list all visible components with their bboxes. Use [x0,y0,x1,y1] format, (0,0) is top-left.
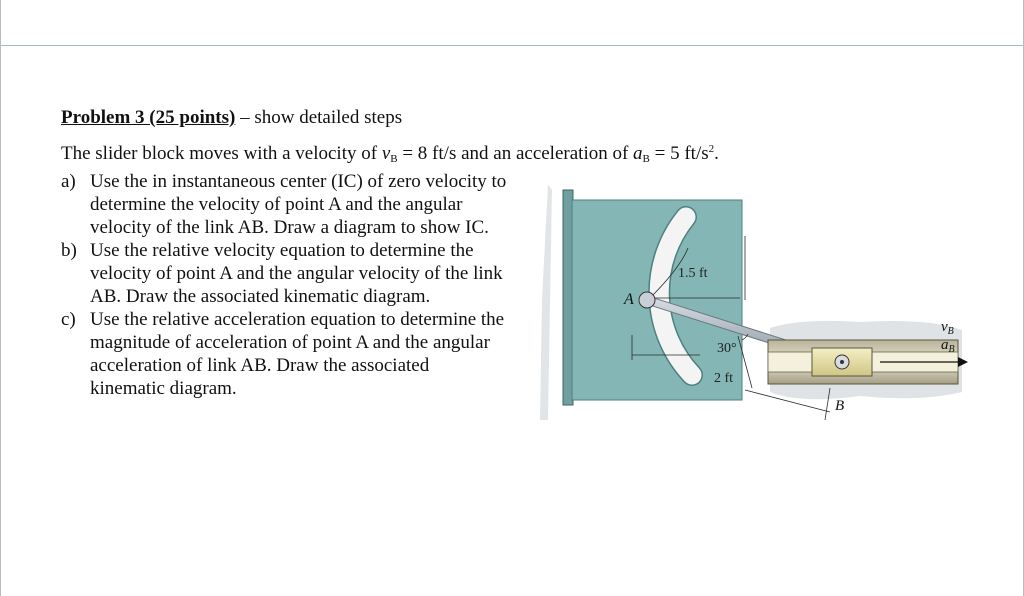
wall-shading [540,184,552,420]
question-line: Use the relative velocity equation to determine the [90,240,474,261]
label-angle: 30° [717,341,737,356]
question-line: Use the relative acceleration equation to determine the [90,309,505,330]
vb-symbol: v [381,143,391,164]
intro-part3: = 5 ft/s [649,143,709,164]
label-b: B [835,398,845,414]
question-marker: c) [61,309,76,330]
label-radius: 1.5 ft [678,266,708,281]
label-vb-symbol: v [941,319,948,335]
question-item-b [61,239,541,308]
ab-subscript: B [642,153,650,165]
label-length: 2 ft [714,371,734,386]
question-item-a [61,170,541,239]
mechanism-diagram [540,180,980,430]
question-item-c [61,308,541,400]
problem-intro [61,143,719,165]
question-line: AB. Draw the associated kinematic diagram. [90,286,431,307]
question-marker: b) [61,240,77,261]
label-a: A [624,291,634,308]
question-line: velocity of point A and the angular velocity of the link [90,263,503,284]
page-top-rule [0,45,1024,46]
page-left-edge [0,0,1,596]
velocity-arrow-head [958,357,968,367]
label-vb [941,319,954,337]
question-line: acceleration of link AB. Draw the associated [90,355,430,376]
problem-title-suffix: – show detailed steps [235,107,403,128]
question-line: determine the velocity of point A and the angular [90,194,463,215]
label-ab-sub: B [948,344,955,355]
ab-symbol: a [633,143,643,164]
pin-a [639,292,655,308]
label-vb-sub: B [947,326,954,337]
vb-subscript: B [390,153,398,165]
intro-part1: The slider block moves with a velocity of [61,143,382,164]
question-line: Use the in instantaneous center (IC) of zero velocity to [90,171,507,192]
problem-heading [61,107,402,129]
intro-squared: 2 [708,143,715,155]
mechanism-figure [540,180,980,430]
question-marker: a) [61,171,76,192]
question-line: magnitude of acceleration of point A and the angular [90,332,490,353]
intro-part4: . [714,143,719,164]
label-ab-symbol: a [941,337,949,353]
question-line: velocity of the link AB. Draw a diagram to show IC. [90,217,489,238]
problem-title: Problem 3 (25 points) [61,107,236,128]
intro-part2: = 8 ft/s and an acceleration of [397,143,634,164]
question-line: kinematic diagram. [90,378,237,399]
question-list [61,170,541,400]
pin-b-center [840,360,844,364]
